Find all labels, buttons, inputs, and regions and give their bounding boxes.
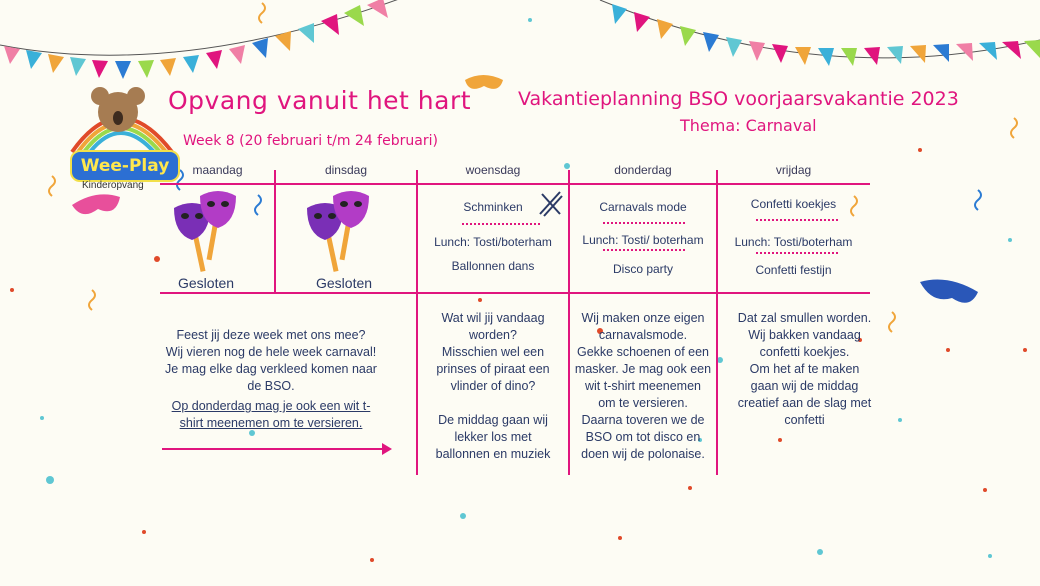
tuesday-closed: Gesloten xyxy=(316,275,373,291)
plan-title: Vakantieplanning BSO voorjaarsvakantie 2023 xyxy=(518,88,959,110)
logo: Wee-Play xyxy=(70,150,180,182)
monday-closed: Gesloten xyxy=(178,275,235,291)
wednesday-activity-1: Schminken xyxy=(463,200,523,214)
intro-link-text[interactable]: Op donderdag mag je ook een wit t- shirt meenemen om te versieren. xyxy=(171,399,371,430)
thursday-activity-2: Disco party xyxy=(612,262,674,276)
divider xyxy=(756,219,838,221)
day-header-monday: maandag xyxy=(192,163,243,177)
friday-lunch: Lunch: Tosti/boterham xyxy=(734,235,853,249)
theme-title: Thema: Carnaval xyxy=(680,116,817,135)
divider xyxy=(603,249,685,251)
day-header-tuesday: dinsdag xyxy=(324,163,368,177)
bunting-icon xyxy=(4,0,388,79)
intro-text: Feest jij deze week met ons mee? Wij vieren nog de hele week carnaval! Je mag elke dag verkleed komen naar de BSO. xyxy=(165,328,377,393)
carnival-mask-icon xyxy=(307,191,369,272)
carnival-mask-icon xyxy=(174,191,236,272)
day-header-wednesday: woensdag xyxy=(465,163,521,177)
friday-description: Dat zal smullen worden. Wij bakken vandaag confetti koekjes. Om het af te maken gaan wij de middag creatief aan de slag met confetti xyxy=(737,311,872,427)
divider xyxy=(462,223,540,225)
wednesday-lunch: Lunch: Tosti/boterham xyxy=(434,235,552,249)
day-header-thursday: donderdag xyxy=(614,163,672,177)
thursday-activity-1: Carnavals mode xyxy=(599,200,687,214)
friday-activity-1: Confetti koekjes xyxy=(750,197,837,211)
wednesday-description: Wat wil jij vandaag worden? Misschien wel een prinses of piraat een vlinder of dino? De middag gaan wij lekker los met ballonnen en muziek xyxy=(435,311,551,461)
divider xyxy=(756,252,838,254)
confetti-icon xyxy=(10,3,1027,562)
divider xyxy=(603,222,685,224)
logo-mark xyxy=(72,87,172,152)
thursday-lunch: Lunch: Tosti/ boterham xyxy=(582,233,704,247)
bunting-icon xyxy=(612,4,1040,66)
logo-subtitle: Kinderopvang xyxy=(82,180,144,191)
friday-activity-2: Confetti festijn xyxy=(755,263,832,277)
arrow-right-icon xyxy=(162,443,392,455)
thursday-description: Wij maken onze eigen carnavalsmode. Gekke schoenen of een masker. Je mag ook een wit t-shirt meenemen om te versieren. Daarna toveren we de BSO om tot disco en doen wij de polonaise. xyxy=(574,311,712,461)
week-title: Week 8 (20 februari t/m 24 februari) xyxy=(183,133,438,149)
day-header-friday: vrijdag xyxy=(775,163,812,177)
page-title: Opvang vanuit het hart xyxy=(168,86,472,115)
wednesday-activity-2: Ballonnen dans xyxy=(451,259,535,273)
